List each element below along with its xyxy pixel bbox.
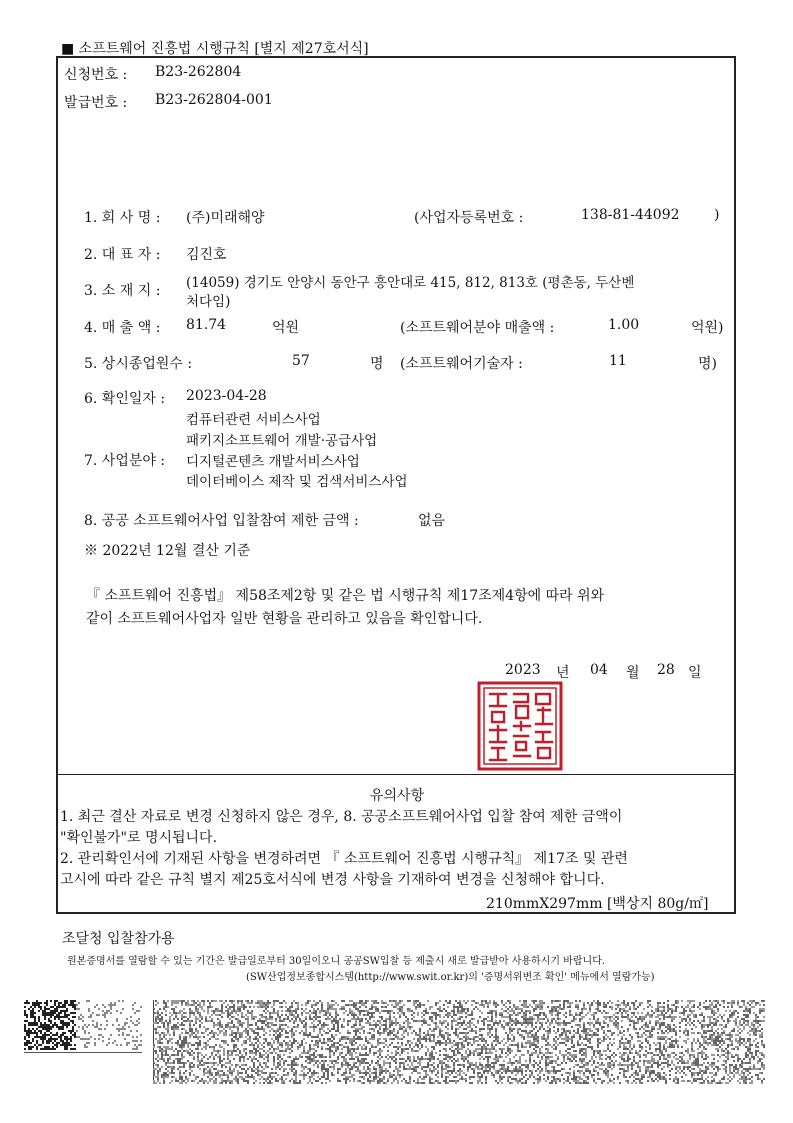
address-label: 3. 소 재 지 : xyxy=(84,283,161,299)
address-line-1: (14059) 경기도 안양시 동안구 흥안대로 415, 812, 813호 (평촌동, 두산벤 xyxy=(186,275,635,291)
sw-tech-value: 11 xyxy=(609,353,627,369)
sales-value: 81.74 xyxy=(186,317,227,333)
notes-line-4: 고시에 따라 같은 규칙 별지 제25호서식에 변경 사항을 기재하여 변경을 신청해야 합니다. xyxy=(60,872,605,888)
business-field: 패키지소프트웨어 개발·공급사업 xyxy=(186,433,378,449)
purpose-label: 조달청 입찰참가용 xyxy=(62,931,175,947)
official-seal-stamp xyxy=(476,680,564,772)
confirm-date-label: 6. 확인일자 : xyxy=(84,391,166,407)
statement-line-2: 같이 소프트웨어사업자 일반 현황을 관리하고 있음을 확인합니다. xyxy=(86,611,483,627)
sw-tech-unit: 명) xyxy=(698,356,717,372)
sales-label: 4. 매 출 액 : xyxy=(84,320,161,336)
notes-line-2: "확인불가"로 명시됩니다. xyxy=(60,830,218,846)
date-year: 2023 xyxy=(505,662,541,678)
issue-number-value: B23-262804-001 xyxy=(155,92,273,108)
sw-tech-label: (소프트웨어기술자 : xyxy=(400,356,523,372)
ceo-label: 2. 대 표 자 : xyxy=(84,247,161,263)
bid-limit-label: 8. 공공 소프트웨어사업 입찰참여 제한 금액 : xyxy=(84,513,359,529)
paper-spec: 210mmX297mm [백상지 80g/㎡] xyxy=(486,896,709,912)
validity-notice: 원본증명서를 열람할 수 있는 기간은 발급일로부터 30일이오니 공공SW입찰 등 제출시 새로 발급받아 사용하시기 바랍니다. xyxy=(67,956,606,967)
business-field: 디지털콘텐츠 개발서비스사업 xyxy=(186,454,360,470)
notes-line-3: 2. 관리확인서에 기재된 사항을 변경하려면 『 소프트웨어 진흥법 시행규칙』 제17조 및 관련 xyxy=(60,851,628,867)
employees-unit: 명 xyxy=(370,356,384,372)
date-year-unit: 년 xyxy=(556,665,570,681)
settlement-basis-note: ※ 2022년 12월 결산 기준 xyxy=(84,543,251,559)
address-line-2: 처다임) xyxy=(186,294,231,310)
sw-sales-unit: 억원) xyxy=(691,320,724,336)
application-number-value: B23-262804 xyxy=(155,64,242,80)
date-day: 28 xyxy=(657,662,675,678)
employees-value: 57 xyxy=(292,353,310,369)
sales-unit: 억원 xyxy=(272,320,300,336)
sw-sales-label: (소프트웨어분야 매출액 : xyxy=(400,320,555,336)
issue-number-label: 발급번호 : xyxy=(64,95,128,111)
form-label: ■ 소프트웨어 진흥법 시행규칙 [별지 제27호서식] xyxy=(61,41,369,57)
ceo-value: 김진호 xyxy=(186,247,227,263)
date-day-unit: 일 xyxy=(688,665,702,681)
business-field-label: 7. 사업분야 : xyxy=(84,453,166,469)
notes-line-1: 1. 최근 결산 자료로 변경 신청하지 않은 경우, 8. 공공소프트웨어사업 입찰 참여 제한 금액이 xyxy=(60,809,623,825)
date-month-unit: 월 xyxy=(626,665,640,681)
security-pattern xyxy=(153,1000,765,1084)
bid-limit-value: 없음 xyxy=(418,513,446,529)
statement-line-1: 『 소프트웨어 진흥법』 제58조제2항 및 같은 법 시행규칙 제17조제4항에 따라 위와 xyxy=(86,588,605,604)
bizreg-value: 138-81-44092 xyxy=(581,207,680,223)
business-field: 데이터베이스 제작 및 검색서비스사업 xyxy=(186,474,408,490)
company-label: 1. 회 사 명 : xyxy=(84,210,161,226)
date-month: 04 xyxy=(590,662,608,678)
employees-label: 5. 상시종업원수 : xyxy=(84,356,193,372)
barcode-symbol xyxy=(24,1000,142,1050)
bizreg-label: (사업자등록번호 : xyxy=(414,210,524,226)
application-number-label: 신청번호 : xyxy=(64,67,128,83)
verification-notice: (SW산업정보종합시스템(http://www.swit.or.kr)의 '증명서위변조 확인' 메뉴에서 열람가능) xyxy=(246,972,655,983)
company-value: (주)미래해양 xyxy=(186,210,265,226)
confirm-date-value: 2023-04-28 xyxy=(186,388,267,404)
notes-title: 유의사항 xyxy=(370,788,425,804)
barcode-underline xyxy=(24,1052,142,1053)
bizreg-close: ) xyxy=(714,207,720,223)
notes-divider xyxy=(57,774,736,775)
business-field: 컴퓨터관련 서비스사업 xyxy=(186,412,321,428)
sw-sales-value: 1.00 xyxy=(608,317,640,333)
